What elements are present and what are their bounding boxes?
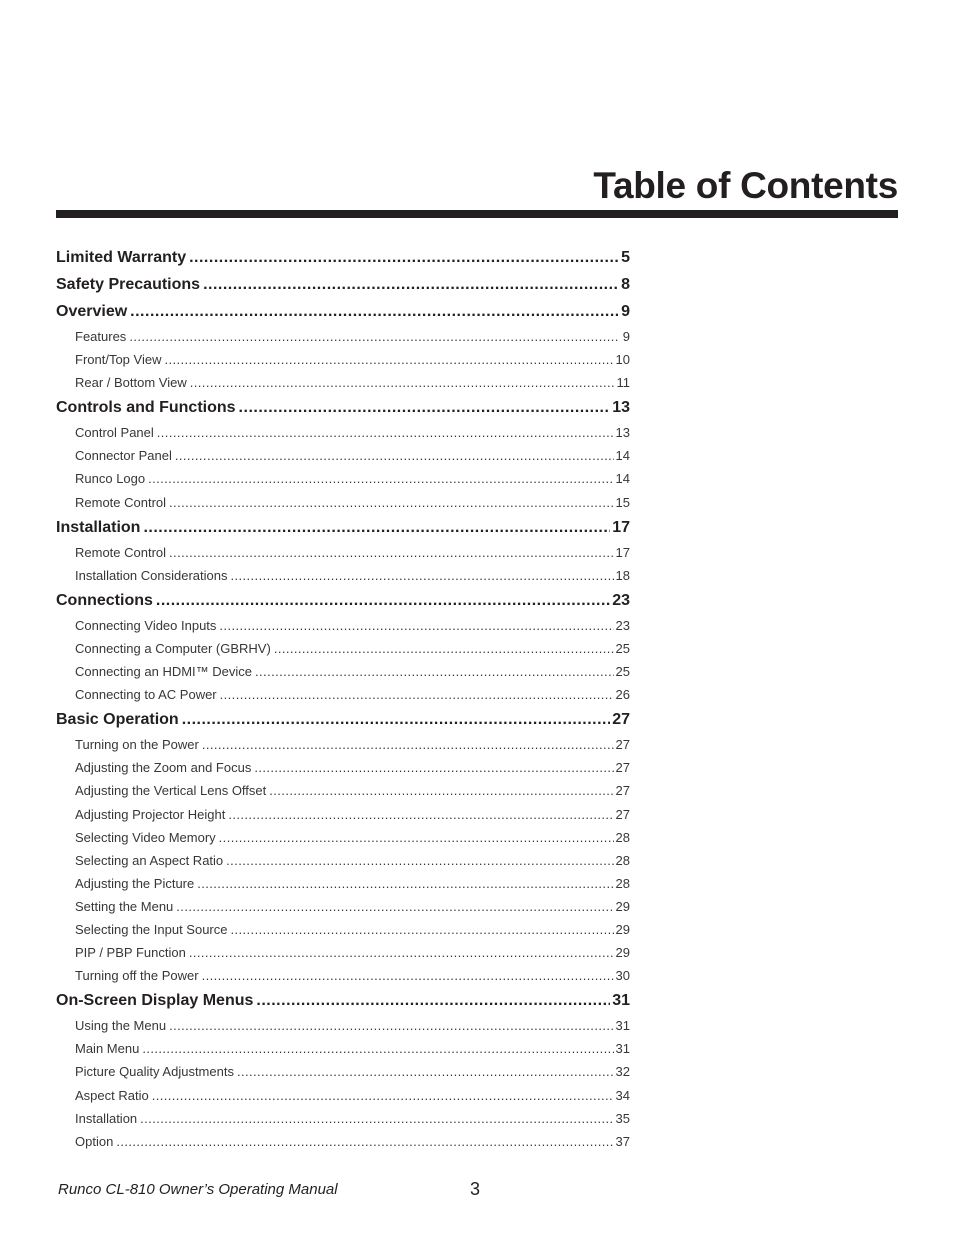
page-title: Table of Contents — [593, 165, 898, 206]
toc-entry-page-number: 31 — [612, 992, 630, 1010]
toc-entry-page-number: 23 — [612, 591, 630, 609]
toc-entry-page-number: 27 — [612, 711, 630, 729]
toc-entry-label: Installation Considerations — [75, 567, 228, 583]
toc-subsection-entry[interactable] — [56, 614, 630, 637]
toc-subsection-entry[interactable] — [56, 918, 630, 941]
toc-entry-page-number: 27 — [615, 737, 630, 753]
toc-section-entry[interactable] — [56, 245, 630, 271]
toc-entry-page-number: 28 — [615, 829, 630, 845]
toc-subsection-entry[interactable] — [56, 849, 630, 872]
toc-subsection-entry[interactable] — [56, 491, 630, 514]
toc-dot-leader — [256, 988, 610, 1014]
toc-entry-label: Overview — [56, 303, 128, 320]
toc-entry-label: Using the Menu — [75, 1018, 167, 1034]
toc-subsection-entry[interactable] — [56, 683, 630, 706]
toc-entry-label: Remote Control — [75, 544, 167, 560]
toc-entry-page-number: 27 — [615, 760, 630, 776]
toc-entry-page-number: 34 — [615, 1087, 630, 1103]
toc-subsection-entry[interactable] — [56, 803, 630, 826]
toc-subsection-entry[interactable] — [56, 964, 630, 987]
toc-dot-leader — [169, 491, 613, 514]
toc-entry-page-number: 27 — [615, 806, 630, 822]
toc-section-entry[interactable] — [56, 707, 630, 733]
toc-dot-leader — [203, 272, 618, 298]
toc-entry-page-number: 35 — [615, 1110, 630, 1126]
toc-subsection-entry[interactable] — [56, 325, 630, 348]
toc-subsection-entry[interactable] — [56, 421, 630, 444]
toc-subsection-entry[interactable] — [56, 756, 630, 779]
toc-dot-leader — [156, 588, 610, 614]
toc-subsection-entry[interactable] — [56, 872, 630, 895]
toc-dot-leader — [202, 964, 614, 987]
toc-entry-label: Turning off the Power — [75, 968, 199, 984]
toc-entry-page-number: 31 — [615, 1041, 630, 1057]
toc-entry-page-number: 28 — [615, 875, 630, 891]
toc-dot-leader — [130, 299, 618, 325]
toc-section-entry[interactable] — [56, 299, 630, 325]
toc-dot-leader — [220, 683, 614, 706]
toc-dot-leader — [237, 1060, 614, 1083]
toc-entry-page-number: 25 — [615, 664, 630, 680]
toc-dot-leader — [142, 1037, 613, 1060]
toc-entry-label: Selecting Video Memory — [75, 829, 216, 845]
toc-dot-leader — [269, 779, 613, 802]
toc-entry-page-number: 9 — [621, 303, 630, 320]
toc-subsection-entry[interactable] — [56, 467, 630, 490]
toc-dot-leader — [140, 1107, 613, 1130]
toc-entry-page-number: 11 — [616, 375, 630, 391]
toc-entry-label: On-Screen Display Menus — [56, 992, 254, 1010]
toc-entry-label: Aspect Ratio — [75, 1087, 149, 1103]
toc-entry-page-number: 37 — [615, 1133, 630, 1149]
toc-subsection-entry[interactable] — [56, 348, 630, 371]
toc-entry-label: Adjusting the Vertical Lens Offset — [75, 783, 267, 799]
toc-entry-label: Selecting an Aspect Ratio — [75, 852, 224, 868]
toc-entry-page-number: 13 — [615, 425, 630, 441]
toc-subsection-entry[interactable] — [56, 1014, 630, 1037]
toc-dot-leader — [129, 325, 618, 348]
toc-entry-page-number: 23 — [615, 617, 630, 633]
toc-entry-page-number: 26 — [615, 687, 630, 703]
toc-entry-page-number: 29 — [615, 898, 630, 914]
toc-entry-label: Front/Top View — [75, 352, 162, 368]
toc-dot-leader — [116, 1130, 613, 1153]
toc-dot-leader — [202, 733, 614, 756]
toc-subsection-entry[interactable] — [56, 1037, 630, 1060]
toc-entry-label: Control Panel — [75, 425, 154, 441]
toc-entry-label: Limited Warranty — [56, 249, 187, 266]
toc-entry-page-number: 15 — [615, 494, 630, 510]
toc-section-entry[interactable] — [56, 515, 630, 541]
toc-entry-page-number: 8 — [621, 276, 630, 293]
toc-entry-page-number: 5 — [621, 249, 630, 266]
toc-entry-label: Connecting to AC Power — [75, 687, 217, 703]
toc-entry-page-number: 31 — [615, 1018, 630, 1034]
toc-entry-page-number: 13 — [612, 399, 630, 417]
toc-subsection-entry[interactable] — [56, 564, 630, 587]
toc-entry-label: Runco Logo — [75, 471, 146, 487]
toc-entry-label: Connections — [56, 591, 153, 609]
toc-subsection-entry[interactable] — [56, 1084, 630, 1107]
toc-dot-leader — [157, 421, 614, 444]
toc-entry-page-number: 10 — [615, 352, 630, 368]
toc-entry-label: Setting the Menu — [75, 898, 174, 914]
toc-section-entry[interactable] — [56, 588, 630, 614]
toc-subsection-entry[interactable] — [56, 895, 630, 918]
toc-subsection-entry[interactable] — [56, 941, 630, 964]
toc-entry-label: Remote Control — [75, 494, 167, 510]
toc-entry-label: Connector Panel — [75, 448, 172, 464]
toc-dot-leader — [197, 872, 613, 895]
toc-entry-label: Option — [75, 1133, 114, 1149]
toc-section-entry[interactable] — [56, 272, 630, 298]
toc-entry-label: Picture Quality Adjustments — [75, 1064, 234, 1080]
toc-entry-label: Selecting the Input Source — [75, 921, 228, 937]
toc-entry-page-number: 14 — [615, 448, 630, 464]
toc-dot-leader — [219, 826, 614, 849]
toc-entry-label: Main Menu — [75, 1041, 140, 1057]
toc-entry-label: Basic Operation — [56, 711, 179, 729]
toc-dot-leader — [231, 918, 614, 941]
toc-entry-page-number: 27 — [615, 783, 630, 799]
toc-dot-leader — [143, 515, 610, 541]
toc-entry-page-number: 30 — [615, 968, 630, 984]
toc-entry-page-number: 17 — [612, 518, 630, 536]
toc-entry-label: Adjusting the Picture — [75, 875, 195, 891]
toc-subsection-entry[interactable] — [56, 826, 630, 849]
toc-section-entry[interactable] — [56, 988, 630, 1014]
toc-dot-leader — [228, 803, 613, 826]
toc-entry-label: Safety Precautions — [56, 276, 201, 293]
toc-dot-leader — [189, 941, 614, 964]
toc-entry-label: Connecting Video Inputs — [75, 617, 217, 633]
toc-entry-label: Installation — [75, 1110, 138, 1126]
toc-subsection-entry[interactable] — [56, 637, 630, 660]
toc-dot-leader — [152, 1084, 614, 1107]
toc-dot-leader — [254, 756, 613, 779]
toc-entry-page-number: 32 — [615, 1064, 630, 1080]
toc-dot-leader — [226, 849, 613, 872]
toc-dot-leader — [164, 348, 613, 371]
toc-entry-label: Installation — [56, 518, 141, 536]
toc-dot-leader — [182, 707, 611, 733]
toc-subsection-entry[interactable] — [56, 1060, 630, 1083]
title-divider — [56, 210, 898, 218]
toc-dot-leader — [239, 395, 611, 421]
toc-subsection-entry[interactable] — [56, 1107, 630, 1130]
toc-entry-label: PIP / PBP Function — [75, 945, 186, 961]
table-of-contents — [56, 244, 630, 1153]
toc-subsection-entry[interactable] — [56, 660, 630, 683]
toc-entry-label: Adjusting Projector Height — [75, 806, 226, 822]
toc-subsection-entry[interactable] — [56, 1130, 630, 1153]
toc-subsection-entry[interactable] — [56, 444, 630, 467]
footer-page-number: 3 — [470, 1179, 481, 1199]
toc-entry-page-number: 28 — [615, 852, 630, 868]
footer-manual-title: Runco CL-810 Owner’s Operating Manual — [58, 1181, 338, 1198]
toc-dot-leader — [176, 895, 613, 918]
toc-entry-page-number: 25 — [615, 640, 630, 656]
toc-entry-page-number: 29 — [615, 945, 630, 961]
toc-dot-leader — [190, 371, 615, 394]
toc-entry-label: Rear / Bottom View — [75, 375, 187, 391]
toc-subsection-entry[interactable] — [56, 733, 630, 756]
toc-dot-leader — [169, 541, 613, 564]
toc-entry-page-number: 17 — [615, 544, 630, 560]
toc-entry-label: Features — [75, 329, 127, 344]
toc-dot-leader — [255, 660, 614, 683]
toc-section-entry[interactable] — [56, 395, 630, 421]
toc-entry-page-number: 9 — [622, 329, 630, 344]
toc-dot-leader — [169, 1014, 613, 1037]
toc-dot-leader — [148, 467, 613, 490]
toc-dot-leader — [230, 564, 613, 587]
toc-dot-leader — [189, 245, 618, 271]
toc-entry-page-number: 29 — [615, 921, 630, 937]
toc-entry-label: Controls and Functions — [56, 399, 236, 417]
toc-entry-label: Adjusting the Zoom and Focus — [75, 760, 252, 776]
toc-dot-leader — [274, 637, 614, 660]
toc-subsection-entry[interactable] — [56, 541, 630, 564]
toc-entry-label: Connecting a Computer (GBRHV) — [75, 640, 271, 656]
toc-entry-page-number: 14 — [615, 471, 630, 487]
toc-dot-leader — [219, 614, 613, 637]
toc-entry-label: Turning on the Power — [75, 737, 199, 753]
toc-subsection-entry[interactable] — [56, 779, 630, 802]
toc-entry-label: Connecting an HDMI™ Device — [75, 664, 253, 680]
toc-dot-leader — [175, 444, 614, 467]
toc-entry-page-number: 18 — [615, 567, 630, 583]
toc-subsection-entry[interactable] — [56, 371, 630, 394]
